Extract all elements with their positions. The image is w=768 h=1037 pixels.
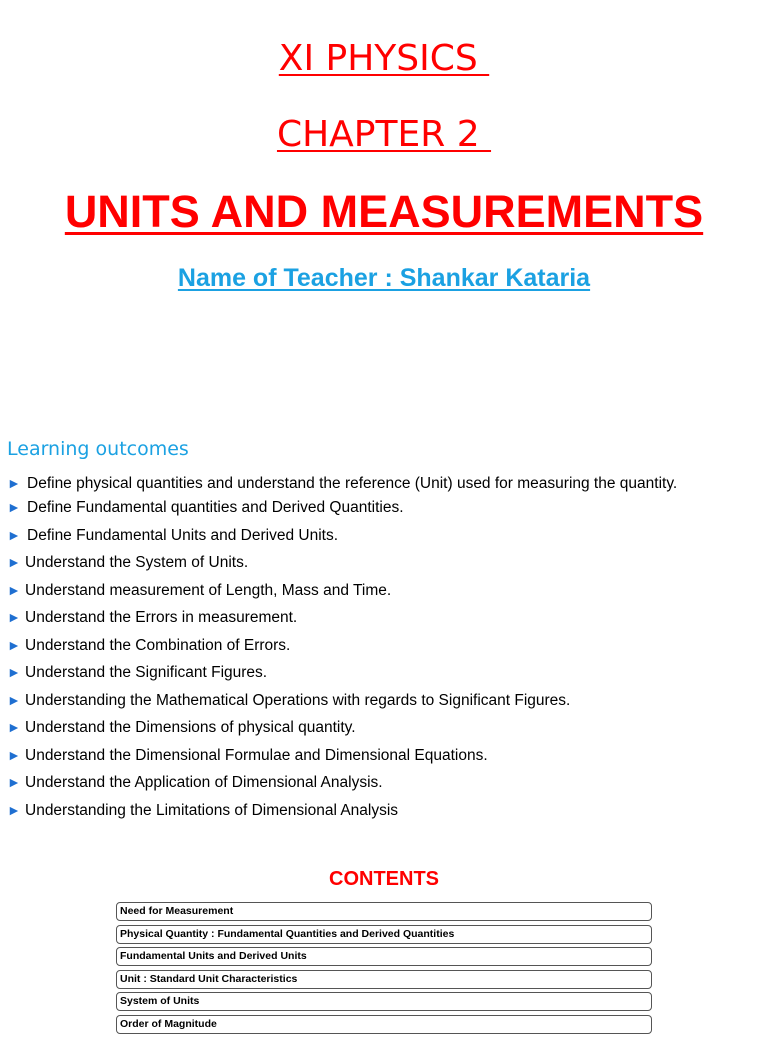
list-item [7, 474, 757, 493]
list-item [7, 553, 757, 572]
outcome-text: Understand the System of Units. [25, 554, 249, 571]
contents-item: Fundamental Units and Derived Units [116, 947, 652, 966]
outcome-text: Define physical quantities and understand the reference (Unit) used for measuring the quantity. [27, 475, 678, 492]
outcome-text: Understanding the Limitations of Dimensional Analysis [25, 801, 399, 819]
outcome-text: Understand the Combination of Errors. [25, 636, 291, 654]
outcome-text: Understand the Dimensions of physical quantity. [25, 719, 356, 736]
list-item [7, 636, 757, 655]
outcome-text: Understanding the Mathematical Operations with regards to Significant Figures. [25, 691, 571, 709]
bullet-arrow-icon: ► [7, 609, 21, 625]
outcome-text: Define Fundamental quantities and Derived Quantities. [27, 499, 404, 516]
bullet-arrow-icon: ► [7, 554, 21, 570]
list-item [7, 746, 757, 765]
list-item [7, 773, 757, 792]
learning-outcomes-heading: Learning outcomes [7, 438, 189, 460]
chapter-title: UNITS AND MEASUREMENTS [64, 186, 704, 237]
bullet-arrow-icon: ► [7, 526, 21, 543]
list-item [7, 498, 757, 517]
list-item [7, 801, 757, 820]
list-item [7, 663, 757, 682]
bullet-arrow-icon: ► [7, 581, 21, 598]
chapter-number: CHAPTER 2 [276, 114, 492, 155]
bullet-arrow-icon: ► [7, 774, 21, 790]
teacher-name: Name of Teacher : Shankar Kataria [177, 264, 591, 292]
bullet-arrow-icon: ► [7, 719, 21, 735]
outcome-text: Understand the Significant Figures. [25, 664, 268, 681]
outcome-text: Understand the Errors in measurement. [25, 609, 298, 626]
contents-heading: CONTENTS [329, 868, 439, 890]
contents-list [116, 902, 652, 1037]
list-item [7, 526, 757, 545]
bullet-arrow-icon: ► [7, 664, 21, 680]
outcome-text: Define Fundamental Units and Derived Units. [27, 526, 339, 544]
learning-outcomes-list [7, 474, 757, 828]
outcome-text: Understand the Application of Dimensional Analysis. [25, 774, 383, 791]
bullet-arrow-icon: ► [7, 691, 21, 708]
list-item [7, 691, 757, 710]
contents-item: Need for Measurement [116, 902, 652, 921]
bullet-arrow-icon: ► [7, 499, 21, 515]
list-item [7, 581, 757, 600]
contents-item: Physical Quantity : Fundamental Quantities and Derived Quantities [116, 925, 652, 944]
bullet-arrow-icon: ► [7, 801, 21, 818]
list-item [7, 718, 757, 737]
contents-item: Order of Magnitude [116, 1015, 652, 1034]
outcome-text: Understand the Dimensional Formulae and Dimensional Equations. [25, 746, 488, 764]
list-item [7, 608, 757, 627]
course-title: XI PHYSICS [278, 38, 490, 79]
bullet-arrow-icon: ► [7, 475, 21, 491]
bullet-arrow-icon: ► [7, 746, 21, 763]
contents-item: Unit : Standard Unit Characteristics [116, 970, 652, 989]
bullet-arrow-icon: ► [7, 636, 21, 653]
outcome-text: Understand measurement of Length, Mass and Time. [25, 581, 392, 599]
contents-item: System of Units [116, 992, 652, 1011]
